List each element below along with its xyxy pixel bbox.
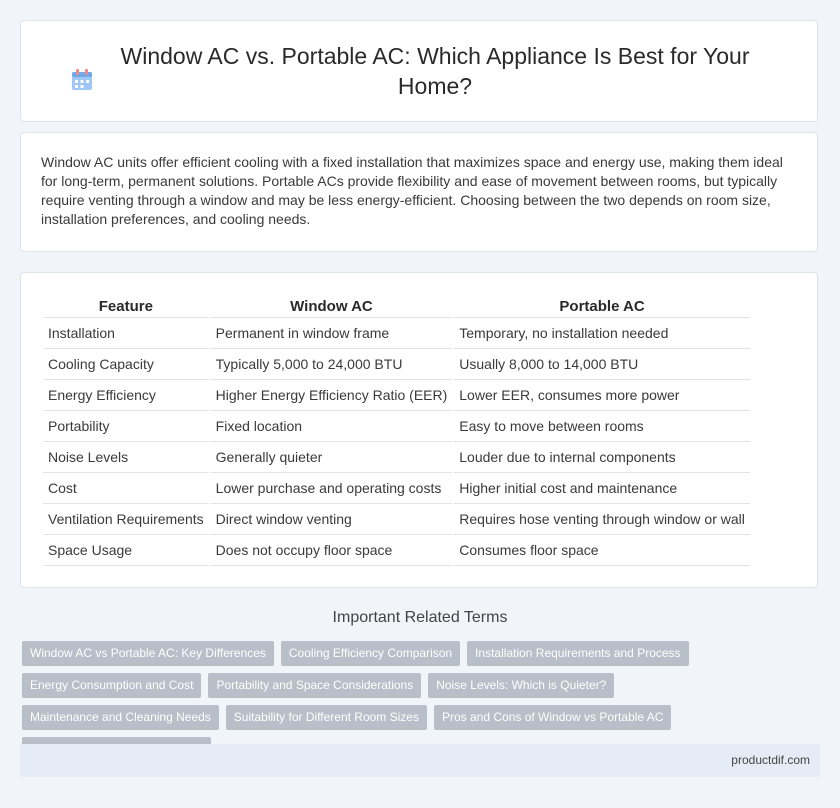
intro-card: [20, 132, 818, 252]
feature-cell: Portability: [43, 411, 209, 442]
intro-text: Window AC units offer efficient cooling with a fixed installation that maximizes space and energy use, making them ideal for long-term, permanent solutions. Portable ACs provide flexibility and ease of movement between rooms, but typically require venting through a window and may be less energy-efficient. Choosing between the two depends on room size, installation preferences, and cooling needs.: [41, 154, 783, 227]
feature-cell: Noise Levels: [43, 442, 209, 473]
window-ac-cell: Typically 5,000 to 24,000 BTU: [211, 349, 453, 380]
portable-ac-cell: Usually 8,000 to 14,000 BTU: [454, 349, 750, 380]
feature-cell: Installation: [43, 318, 209, 349]
related-terms-title: Important Related Terms: [332, 609, 508, 626]
table-row: [43, 411, 750, 442]
footer: [20, 744, 820, 777]
feature-cell: Energy Efficiency: [43, 380, 209, 411]
feature-cell: Cost: [43, 473, 209, 504]
table-row: [43, 349, 750, 380]
header-portable-ac: Portable AC: [454, 295, 750, 318]
window-ac-cell: Higher Energy Efficiency Ratio (EER): [211, 380, 453, 411]
related-tag[interactable]: Pros and Cons of Window vs Portable AC: [434, 705, 671, 730]
related-tag[interactable]: Energy Consumption and Cost: [22, 673, 201, 698]
table-header-row: [43, 295, 750, 318]
table-row: [43, 473, 750, 504]
window-ac-cell: Lower purchase and operating costs: [211, 473, 453, 504]
table-row: [43, 504, 750, 535]
window-ac-cell: Permanent in window frame: [211, 318, 453, 349]
calendar-icon: [69, 67, 95, 93]
feature-cell: Cooling Capacity: [43, 349, 209, 380]
portable-ac-cell: Requires hose venting through window or wall: [454, 504, 750, 535]
portable-ac-cell: Easy to move between rooms: [454, 411, 750, 442]
window-ac-cell: Direct window venting: [211, 504, 453, 535]
related-tag[interactable]: Suitability for Different Room Sizes: [226, 705, 427, 730]
title-wrap: [69, 41, 769, 101]
table-row: [43, 535, 750, 566]
portable-ac-cell: Temporary, no installation needed: [454, 318, 750, 349]
footer-site-link[interactable]: productdif.com: [731, 753, 810, 767]
portable-ac-cell: Higher initial cost and maintenance: [454, 473, 750, 504]
table-row: [43, 318, 750, 349]
related-tag[interactable]: Installation Requirements and Process: [467, 641, 688, 666]
related-tag[interactable]: Cooling Efficiency Comparison: [281, 641, 460, 666]
portable-ac-cell: Louder due to internal components: [454, 442, 750, 473]
related-tag[interactable]: Portability and Space Considerations: [208, 673, 421, 698]
header-window-ac: Window AC: [211, 295, 453, 318]
portable-ac-cell: Lower EER, consumes more power: [454, 380, 750, 411]
header-feature: Feature: [43, 295, 209, 318]
table-row: [43, 442, 750, 473]
title-card: [20, 20, 818, 122]
comparison-table: [41, 295, 752, 566]
window-ac-cell: Fixed location: [211, 411, 453, 442]
window-ac-cell: Generally quieter: [211, 442, 453, 473]
window-ac-cell: Does not occupy floor space: [211, 535, 453, 566]
feature-cell: Ventilation Requirements: [43, 504, 209, 535]
table-row: [43, 380, 750, 411]
feature-cell: Space Usage: [43, 535, 209, 566]
comparison-card: [20, 272, 818, 588]
related-tag[interactable]: Noise Levels: Which is Quieter?: [428, 673, 614, 698]
related-tag[interactable]: Maintenance and Cleaning Needs: [22, 705, 219, 730]
page-title: Window AC vs. Portable AC: Which Appliance Is Best for Your Home?: [120, 43, 750, 99]
related-tag[interactable]: Window AC vs Portable AC: Key Differences: [22, 641, 274, 666]
portable-ac-cell: Consumes floor space: [454, 535, 750, 566]
